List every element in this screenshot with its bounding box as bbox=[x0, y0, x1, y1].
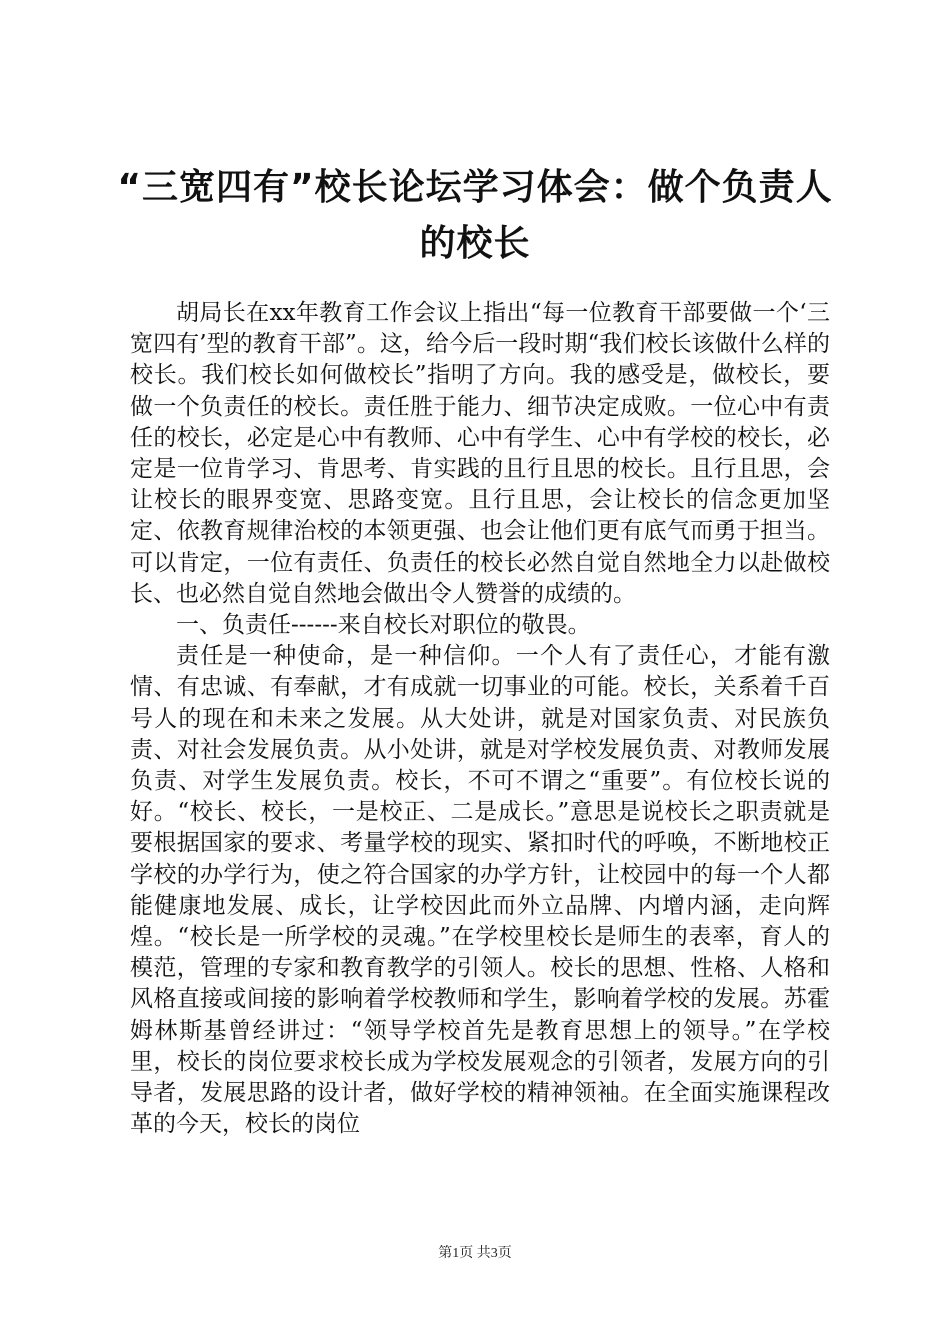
page-footer: 第1页 共3页 bbox=[438, 1246, 512, 1261]
document-body bbox=[130, 298, 830, 1140]
document-title: “三宽四有”校长论坛学习体会：做个负责人的校长 bbox=[117, 167, 833, 264]
paragraph-intro: 胡局长在xx年教育工作会议上指出“每一位教育干部要做一个‘三宽四有’型的教育干部”。这，给今后一段时期“我们校长该做什么样的校长。我们校长如何做校长”指明了方向。我的感受是，做校长，要做一个负责任的校长。责任胜于能力、细节决定成败。一位心中有责任的校长，必定是心中有教师、心中有学生、心中有学校的校长，必定是一位肯学习、肯思考、肯实践的且行且思的校长。且行且思，会让校长的眼界变宽、思路变宽。且行且思，会让校长的信念更加坚定、依教育规律治校的本领更强、也会让他们更有底气而勇于担当。可以肯定，一位有责任、负责任的校长必然自觉自然地全力以赴做校长、也必然自觉自然地会做出令人赞誉的成绩的。 bbox=[130, 300, 830, 607]
paragraph-responsibility: 责任是一种使命，是一种信仰。一个人有了责任心，才能有激情、有忠诚、有奉献，才有成就一切事业的可能。校长，关系着千百号人的现在和未来之发展。从大处讲，就是对国家负责、对民族负责、对社会发展负责。从小处讲，就是对学校发展负责、对教师发展负责、对学生发展负责。校长，不可不谓之“重要”。有位校长说的好。“校长、校长，一是校正、二是成长。”意思是说校长之职责就是要根据国家的要求、考量学校的现实、紧扣时代的呼唤，不断地校正学校的办学行为，使之符合国家的办学方针，让校园中的每一个人都能健康地发展、成长，让学校因此而外立品牌、内增内涵，走向辉煌。“校长是一所学校的灵魂。”在学校里校长是师生的表率，育人的模范，管理的专家和教育教学的引领人。校长的思想、性格、人格和风格直接或间接的影响着学校教师和学生，影响着学校的发展。苏霍姆林斯基曾经讲过：“领导学校首先是教育思想上的领导。”在学校里，校长的岗位要求校长成为学校发展观念的引领者，发展方向的引导者，发展思路的设计者，做好学校的精神领袖。在全面实施课程改革的今天，校长的岗位 bbox=[130, 643, 830, 1138]
section-heading-1: 一、负责任------来自校长对职位的敬畏。 bbox=[176, 612, 591, 639]
